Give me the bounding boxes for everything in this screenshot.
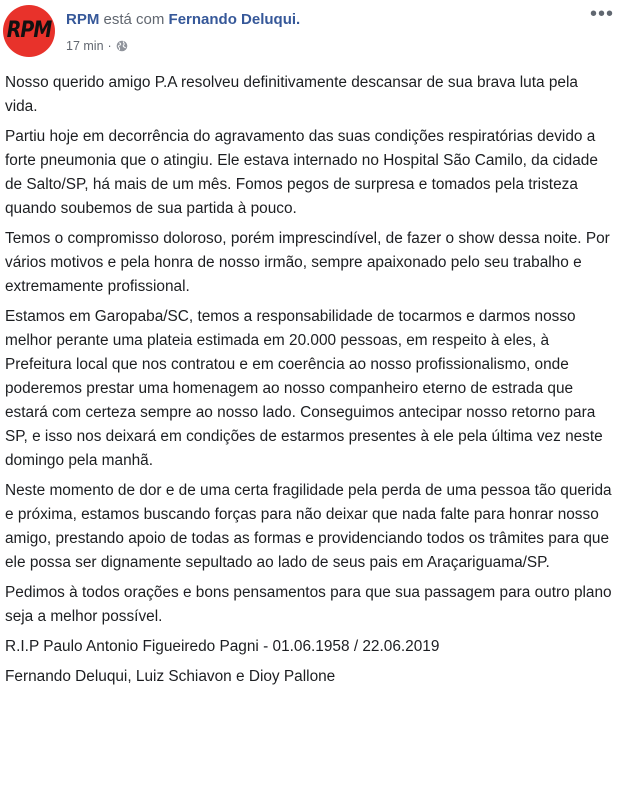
post-paragraph: Temos o compromisso doloroso, porém imprescindível, de fazer o show dessa noite. Por vários motivos e pela honra de nosso irmão, sempre apaixonado pelo seu trabalho e extremamente profissional. [5,230,610,295]
post-meta [66,39,128,53]
post-paragraph: Partiu hoje em decorrência do agravamento das suas condições respiratórias devido a forte pneumonia que o atingiu. Ele estava internado no Hospital São Camilo, da cidade de Salto/SP, há mais de um mês. Fomos pegos de surpresa e tomados pela tristeza quando soubemos de sua partida à pouco. [5,128,598,217]
post-timestamp[interactable]: 17 min [66,39,104,53]
meta-separator: · [107,39,112,53]
with-text: está com [103,11,165,28]
post-paragraph: R.I.P Paulo Antonio Figueiredo Pagni - 01.06.1958 / 22.06.2019 [5,638,440,655]
post-paragraph: Neste momento de dor e de uma certa fragilidade pela perda de uma pessoa tão querida e próxima, estamos buscando forças para não deixar que nada falte para honrar nosso amigo, prestando apoio de todas as formas e providenciando todos os trâmites para que ele possa ser dignamente sepultado ao lado de seus pais em Araçariguama/SP. [5,482,612,571]
post-header [66,11,300,28]
globe-icon[interactable] [116,40,128,52]
post-avatar[interactable] [3,5,55,57]
post-paragraph: Pedimos à todos orações e bons pensamentos para que sua passagem para outro plano seja a melhor possível. [5,584,612,625]
ellipsis-icon[interactable]: ••• [590,3,615,25]
post-paragraph: Nosso querido amigo P.A resolveu definitivamente descansar de sua brava luta pela vida. [5,74,578,115]
tagged-person-link[interactable]: Fernando Deluqui. [168,11,301,28]
post-body [5,71,613,695]
post-paragraph: Fernando Deluqui, Luiz Schiavon e Dioy Pallone [5,668,336,685]
page-name-link[interactable]: RPM [66,11,100,28]
post-paragraph: Estamos em Garopaba/SC, temos a responsabilidade de tocarmos e darmos nosso melhor perante uma plateia estimada em 20.000 pessoas, em respeito à eles, à Prefeitura local que nos contratou e em coerência ao nosso profissionalismo, onde poderemos prestar uma homenagem ao nosso companheiro eterno de estrada que estará com certeza sempre ao nosso lado. Conseguimos antecipar nosso retorno para SP, e isso nos deixará em condições de estarmos presentes à ele pela última vez neste domingo pela manhã. [5,308,603,469]
rpm-logo: RPM [6,17,52,43]
